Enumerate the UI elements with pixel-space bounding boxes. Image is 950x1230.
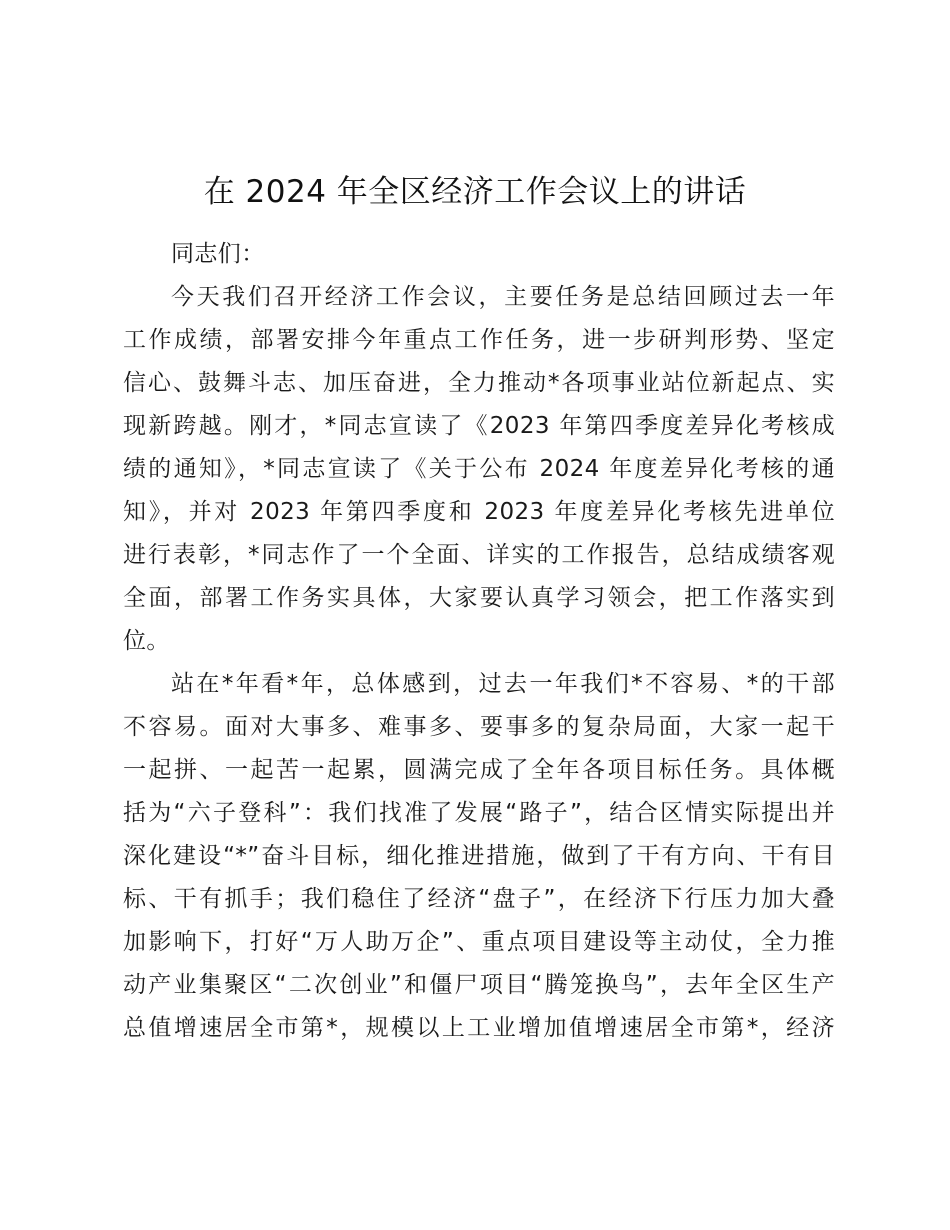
paragraph-line: 同志们： — [171, 241, 265, 267]
paragraph-line: 括为“六子登科”：我们找准了发展“路子”，结合区情实际提出并 — [123, 800, 835, 826]
paragraph-line: 工作成绩，部署安排今年重点工作任务，进一步研判形势、坚定 — [123, 327, 835, 353]
paragraph-line: 今天我们召开经济工作会议，主要任务是总结回顾过去一年 — [171, 284, 835, 310]
paragraph-line: 绩的通知》，*同志宣读了《关于公布 2024 年度差异化考核的通 — [123, 456, 835, 482]
paragraph-line: 信心、鼓舞斗志、加压奋进，全力推动*各项事业站位新起点、实 — [123, 370, 835, 396]
paragraph-line: 站在*年看*年，总体感到，过去一年我们*不容易、*的干部 — [171, 671, 835, 697]
paragraph-line: 知》，并对 2023 年第四季度和 2023 年度差异化考核先进单位 — [123, 499, 835, 525]
paragraph-line: 动产业集聚区“二次创业”和僵尸项目“腾笼换鸟”，去年全区生产 — [123, 972, 835, 998]
paragraph-line: 不容易。面对大事多、难事多、要事多的复杂局面，大家一起干 — [123, 714, 835, 740]
paragraph-line: 加影响下，打好“万人助万企”、重点项目建设等主动仗，全力推 — [123, 929, 835, 955]
paragraph-line: 进行表彰，*同志作了一个全面、详实的工作报告，总结成绩客观 — [123, 542, 835, 568]
paragraph-line: 深化建设“*”奋斗目标，细化推进措施，做到了干有方向、干有目 — [123, 843, 835, 869]
paragraph-line: 现新跨越。刚才，*同志宣读了《2023 年第四季度差异化考核成 — [123, 413, 835, 439]
paragraph-line: 标、干有抓手；我们稳住了经济“盘子”，在经济下行压力加大叠 — [123, 886, 835, 912]
paragraph-line: 一起拼、一起苦一起累，圆满完成了全年各项目标任务。具体概 — [123, 757, 835, 783]
paragraph-line: 总值增速居全市第*，规模以上工业增加值增速居全市第*，经济 — [123, 1015, 835, 1041]
paragraph-line: 全面，部署工作务实具体，大家要认真学习领会，把工作落实到 — [123, 585, 835, 611]
document-body — [123, 233, 835, 1050]
paragraph-line: 位。 — [123, 628, 170, 654]
document-title: 在 2024 年全区经济工作会议上的讲话 — [203, 174, 747, 210]
